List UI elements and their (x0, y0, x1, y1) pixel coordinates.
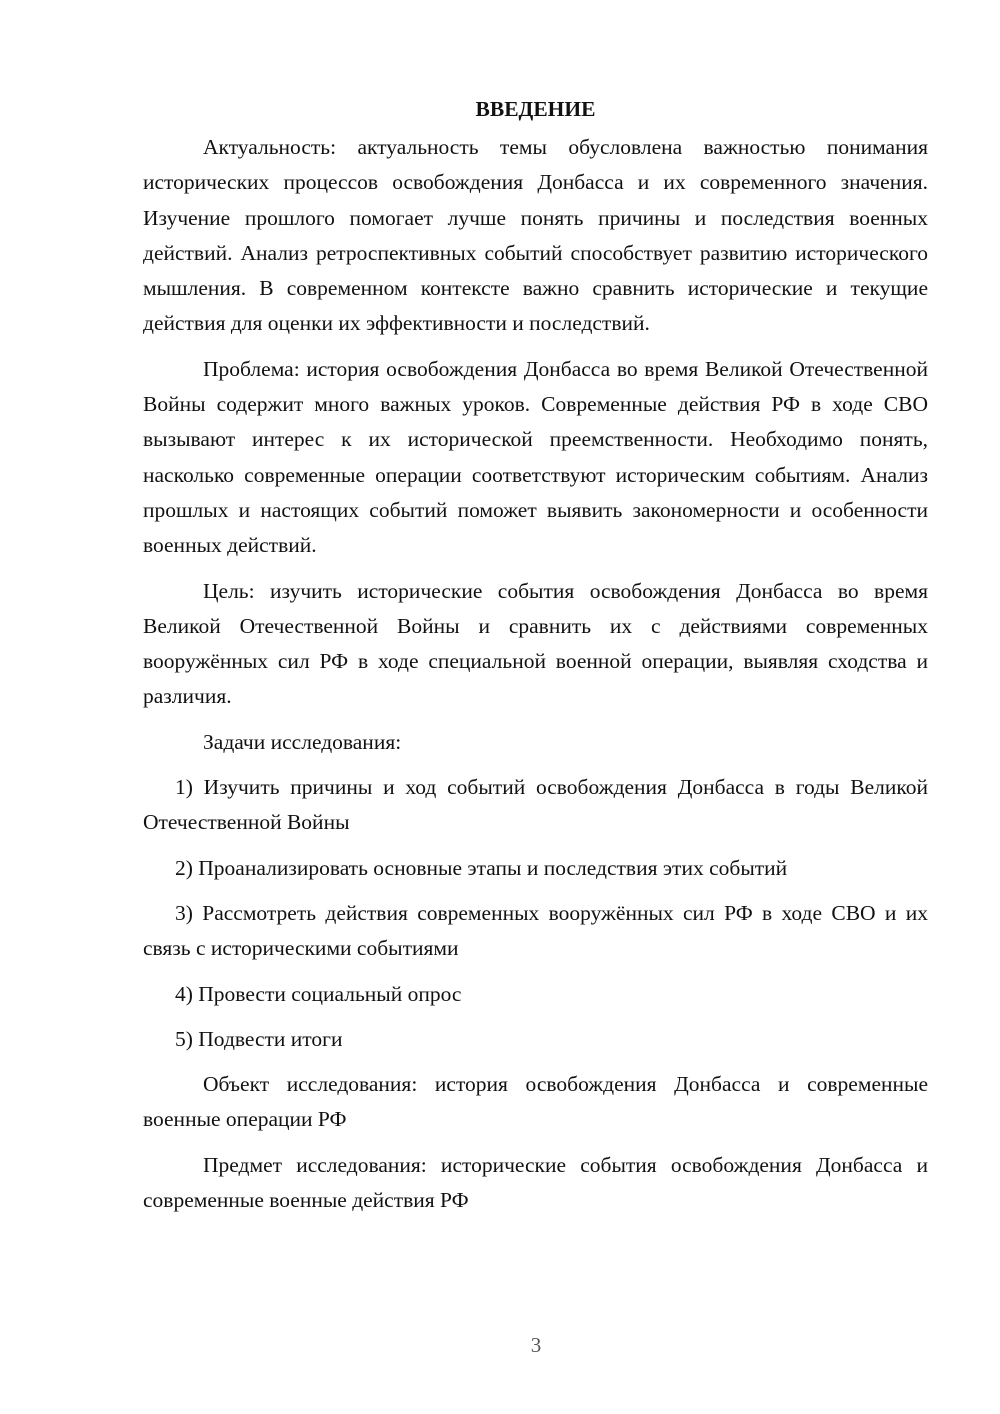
page-content (143, 92, 928, 1228)
task-item-1: 1) Изучить причины и ход событий освобождения Донбасса в годы Великой Отечественной Войны (143, 775, 928, 835)
object-paragraph: Объект исследования: история освобождения Донбасса и современные военные операции РФ (143, 1072, 928, 1132)
tasks-intro: Задачи исследования: (203, 729, 402, 754)
task-item-5: 5) Подвести итоги (175, 1026, 343, 1051)
page-number: 3 (530, 1333, 542, 1357)
task-item-4: 4) Провести социальный опрос (175, 981, 462, 1006)
relevance-paragraph: Актуальность: актуальность темы обусловлена важностью понимания исторических процессов освобождения Донбасса и их современного значения. Изучение прошлого помогает лучше понять причины и последствия военных действий. Анализ ретроспективных событий способствует развитию исторического мышления. В современном контексте важно сравнить исторические и текущие действия для оценки их эффективности и последствий. (143, 135, 928, 336)
problem-paragraph: Проблема: история освобождения Донбасса во время Великой Отечественной Войны содержит много важных уроков. Современные действия РФ в ходе СВО вызывают интерес к их исторической преемственности. Необходимо понять, насколько современные операции соответствуют историческим событиям. Анализ прошлых и настоящих событий поможет выявить закономерности и особенности военных действий. (143, 356, 928, 558)
goal-paragraph: Цель: изучить исторические события освобождения Донбасса во время Великой Отечественной Войны и сравнить их с действиями современных вооружённых сил РФ в ходе специальной военной операции, выявляя сходства и различия. (143, 578, 928, 709)
task-item-3: 3) Рассмотреть действия современных вооружённых сил РФ в ходе СВО и их связь с историческими событиями (143, 900, 928, 961)
task-item-2: 2) Проанализировать основные этапы и последствия этих событий (175, 855, 788, 880)
section-title: ВВЕДЕНИЕ (475, 97, 596, 121)
subject-paragraph: Предмет исследования: исторические события освобождения Донбасса и современные военные действия РФ (143, 1152, 928, 1213)
